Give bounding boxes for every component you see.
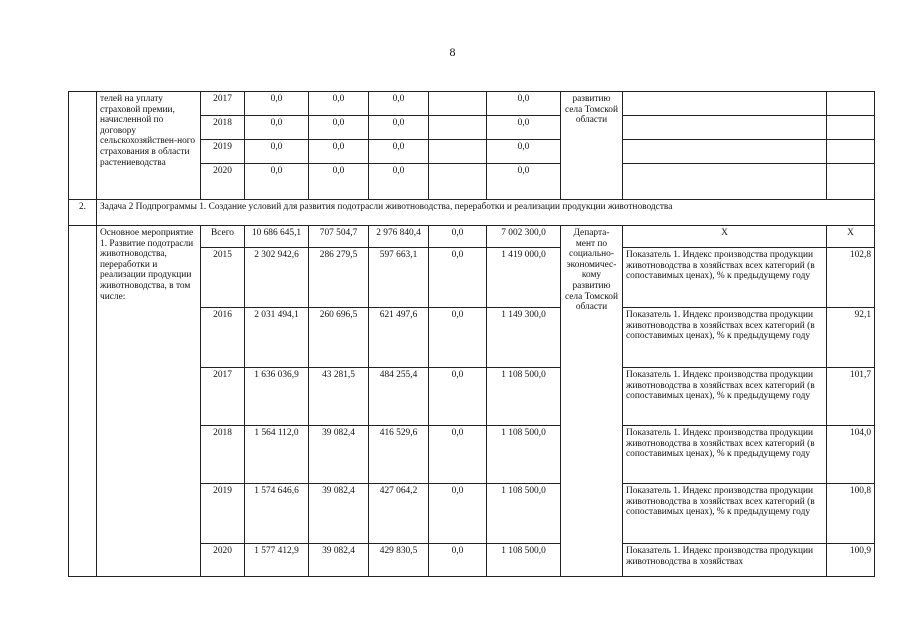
row-number-cell: [69, 226, 97, 577]
task-title: Задача 2 Подпрограммы 1. Создание условий для развития подотрасли животноводства, переработки и реализации продукции животноводства: [97, 200, 875, 226]
page-number: 8: [449, 45, 456, 59]
table-row: 2016 2 031 494,1 260 696,5 621 497,6 0,0 1 149 300,0 Показатель 1. Индекс производства продукции животноводства в хозяйствах всех категорий (в сопоставимых ценах), % к предыдущему году 92,1: [69, 308, 875, 368]
task-row: [69, 200, 875, 226]
task-number: 2.: [69, 200, 97, 226]
program-table: [68, 91, 875, 577]
table-row: 2017 1 636 036,9 43 281,5 484 255,4 0,0 1 108 500,0 Показатель 1. Индекс производства продукции животноводства в хозяйствах всех категорий (в сопоставимых ценах), % к предыдущему году 101,7: [69, 368, 875, 426]
table-row: 2019 1 574 646,6 39 082,4 427 064,2 0,0 1 108 500,0 Показатель 1. Индекс производства продукции животноводства в хозяйствах всех категорий (в сопоставимых ценах), % к предыдущему году 100,8: [69, 484, 875, 544]
department-cell: развитию села Томской области: [561, 92, 623, 200]
measure-name-cell: Основное мероприятие 1. Развитие подотрасли животноводства, переработки и реализации продукции животноводства, в том числе:: [97, 226, 201, 577]
table-row: 2019 0,0 0,0 0,0 0,0: [69, 140, 875, 164]
department-cell: Департа-мент по социально-экономичес-кому развитию села Томской области: [561, 226, 623, 577]
table-row: 2018 0,0 0,0 0,0 0,0: [69, 116, 875, 140]
table-row: 2015 2 302 942,6 286 279,5 597 663,1 0,0 1 419 000,0 Показатель 1. Индекс производства продукции животноводства в хозяйствах всех категорий (в сопоставимых ценах), % к предыдущему году 102,8: [69, 248, 875, 308]
table-row: 2018 1 564 112,0 39 082,4 416 529,6 0,0 1 108 500,0 Показатель 1. Индекс производства продукции животноводства в хозяйствах всех категорий (в сопоставимых ценах), % к предыдущему году 104,0: [69, 426, 875, 484]
table-row: 2020 0,0 0,0 0,0 0,0: [69, 164, 875, 200]
table-row: 2020 1 577 412,9 39 082,4 429 830,5 0,0 1 108 500,0 Показатель 1. Индекс производства продукции животноводства в хозяйствах 100,9: [69, 544, 875, 577]
table-row: телей на уплату страховой премии, начисленной по договору сельскохозяйствен-ного страхования в области растениеводства 2017 0,0 0,0 0,0 0,0 развитию села Томской области: [69, 92, 875, 116]
table-row: Основное мероприятие 1. Развитие подотрасли животноводства, переработки и реализации продукции животноводства, в том числе: Всего 10 686 645,1 707 504,7 2 976 840,4 0,0 7 002 300,0 Департа-мент по социально-экономичес-кому развитию села Томской области Х Х: [69, 226, 875, 248]
row-number-cell: [69, 92, 97, 200]
measure-name-cell: телей на уплату страховой премии, начисленной по договору сельскохозяйствен-ного страхования в области растениеводства: [97, 92, 201, 200]
